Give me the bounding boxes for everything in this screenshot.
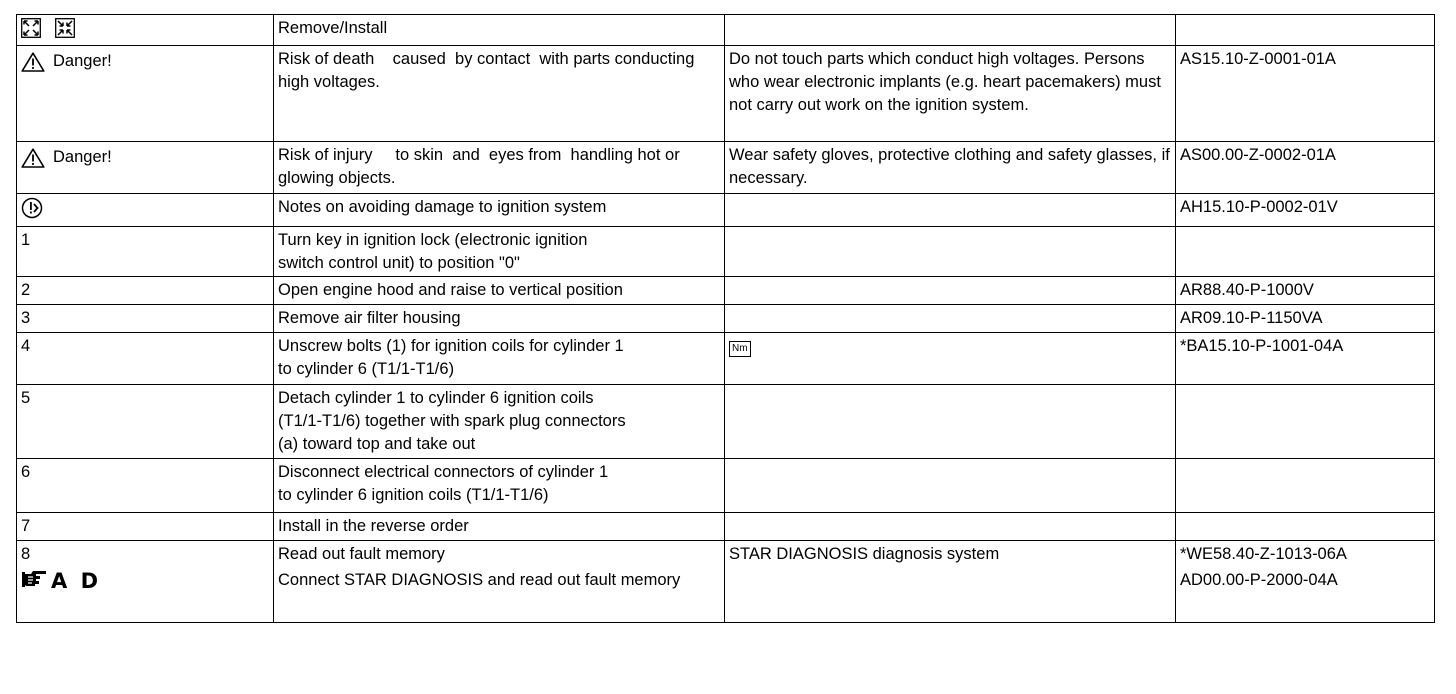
step-number: 5 (17, 385, 274, 459)
document-reference: AH15.10-P-0002-01V (1176, 194, 1435, 227)
document-reference (1176, 513, 1435, 541)
step-number: 3 (17, 305, 274, 333)
header-empty-cell (1176, 15, 1435, 46)
step-text: Install in the reverse order (274, 513, 725, 541)
step-subtext: Connect STAR DIAGNOSIS and read out fault memory (278, 571, 681, 589)
document-reference: AS15.10-Z-0001-01A (1176, 46, 1435, 142)
procedure-table (16, 14, 1435, 623)
step-text: Detach cylinder 1 to cylinder 6 ignition coils (T1/1-T1/6) together with spark plug connectors (a) toward top and take out (274, 385, 725, 459)
header-icons-cell (17, 15, 274, 46)
step-number: 1 (17, 227, 274, 277)
caution-circle-icon (21, 197, 269, 219)
warning-triangle-icon (21, 148, 45, 168)
danger-risk-text: Risk of death caused by contact with parts conducting high voltages. (274, 46, 725, 142)
remove-icon (21, 18, 41, 45)
page-title: Remove/Install (274, 15, 725, 46)
danger-measure-text: Do not touch parts which conduct high voltages. Persons who wear electronic implants (e.g. heart pacemakers) must not carry out work on the ignition system. (725, 46, 1176, 142)
step-measure: STAR DIAGNOSIS diagnosis system (725, 541, 1176, 623)
table-row-notes (17, 194, 1435, 227)
danger-measure-text: Wear safety gloves, protective clothing and safety glasses, if necessary. (725, 142, 1176, 194)
table-row-step (17, 541, 1435, 623)
table-row-danger (17, 46, 1435, 142)
table-row-danger (17, 142, 1435, 194)
install-icon (55, 18, 75, 45)
table-row-step (17, 385, 1435, 459)
document-reference (1176, 459, 1435, 513)
step-text: Remove air filter housing (274, 305, 725, 333)
table-row-step (17, 277, 1435, 305)
table-row-header (17, 15, 1435, 46)
document-reference: *BA15.10-P-1001-04A (1176, 333, 1435, 385)
document-reference: AD00.00-P-2000-04A (1180, 571, 1338, 589)
table-row-step (17, 513, 1435, 541)
pointing-hand-icon (21, 568, 47, 595)
danger-risk-text: Risk of injury to skin and eyes from handling hot or glowing objects. (274, 142, 725, 194)
ad-label: A D (51, 569, 101, 593)
document-reference: AS00.00-Z-0002-01A (1176, 142, 1435, 194)
torque-nm-icon: Nm (729, 341, 751, 357)
warning-triangle-icon (21, 52, 45, 72)
step-number: 4 (17, 333, 274, 385)
step-text: Unscrew bolts (1) for ignition coils for cylinder 1 to cylinder 6 (T1/1-T1/6) (274, 333, 725, 385)
header-empty-cell (725, 15, 1176, 46)
step-text: Read out fault memory Connect STAR DIAGNOSIS and read out fault memory (274, 541, 725, 623)
step-number: 7 (17, 513, 274, 541)
danger-label: Danger! (53, 148, 112, 166)
notes-text: Notes on avoiding damage to ignition system (274, 194, 725, 227)
step-number: 8 (21, 545, 31, 563)
step-number: 2 (17, 277, 274, 305)
table-row-step (17, 305, 1435, 333)
document-reference: AR09.10-P-1150VA (1176, 305, 1435, 333)
document-reference: AR88.40-P-1000V (1176, 277, 1435, 305)
document-reference (1176, 227, 1435, 277)
danger-label: Danger! (53, 52, 112, 70)
step-number: 6 (17, 459, 274, 513)
document-reference: *WE58.40-Z-1013-06A (1180, 545, 1347, 563)
table-row-step (17, 459, 1435, 513)
table-row-step (17, 333, 1435, 385)
document-reference (1176, 385, 1435, 459)
step-text: Turn key in ignition lock (electronic ignition switch control unit) to position "0" (274, 227, 725, 277)
table-row-step (17, 227, 1435, 277)
step-text: Disconnect electrical connectors of cylinder 1 to cylinder 6 ignition coils (T1/1-T1/6) (274, 459, 725, 513)
step-text: Open engine hood and raise to vertical position (274, 277, 725, 305)
